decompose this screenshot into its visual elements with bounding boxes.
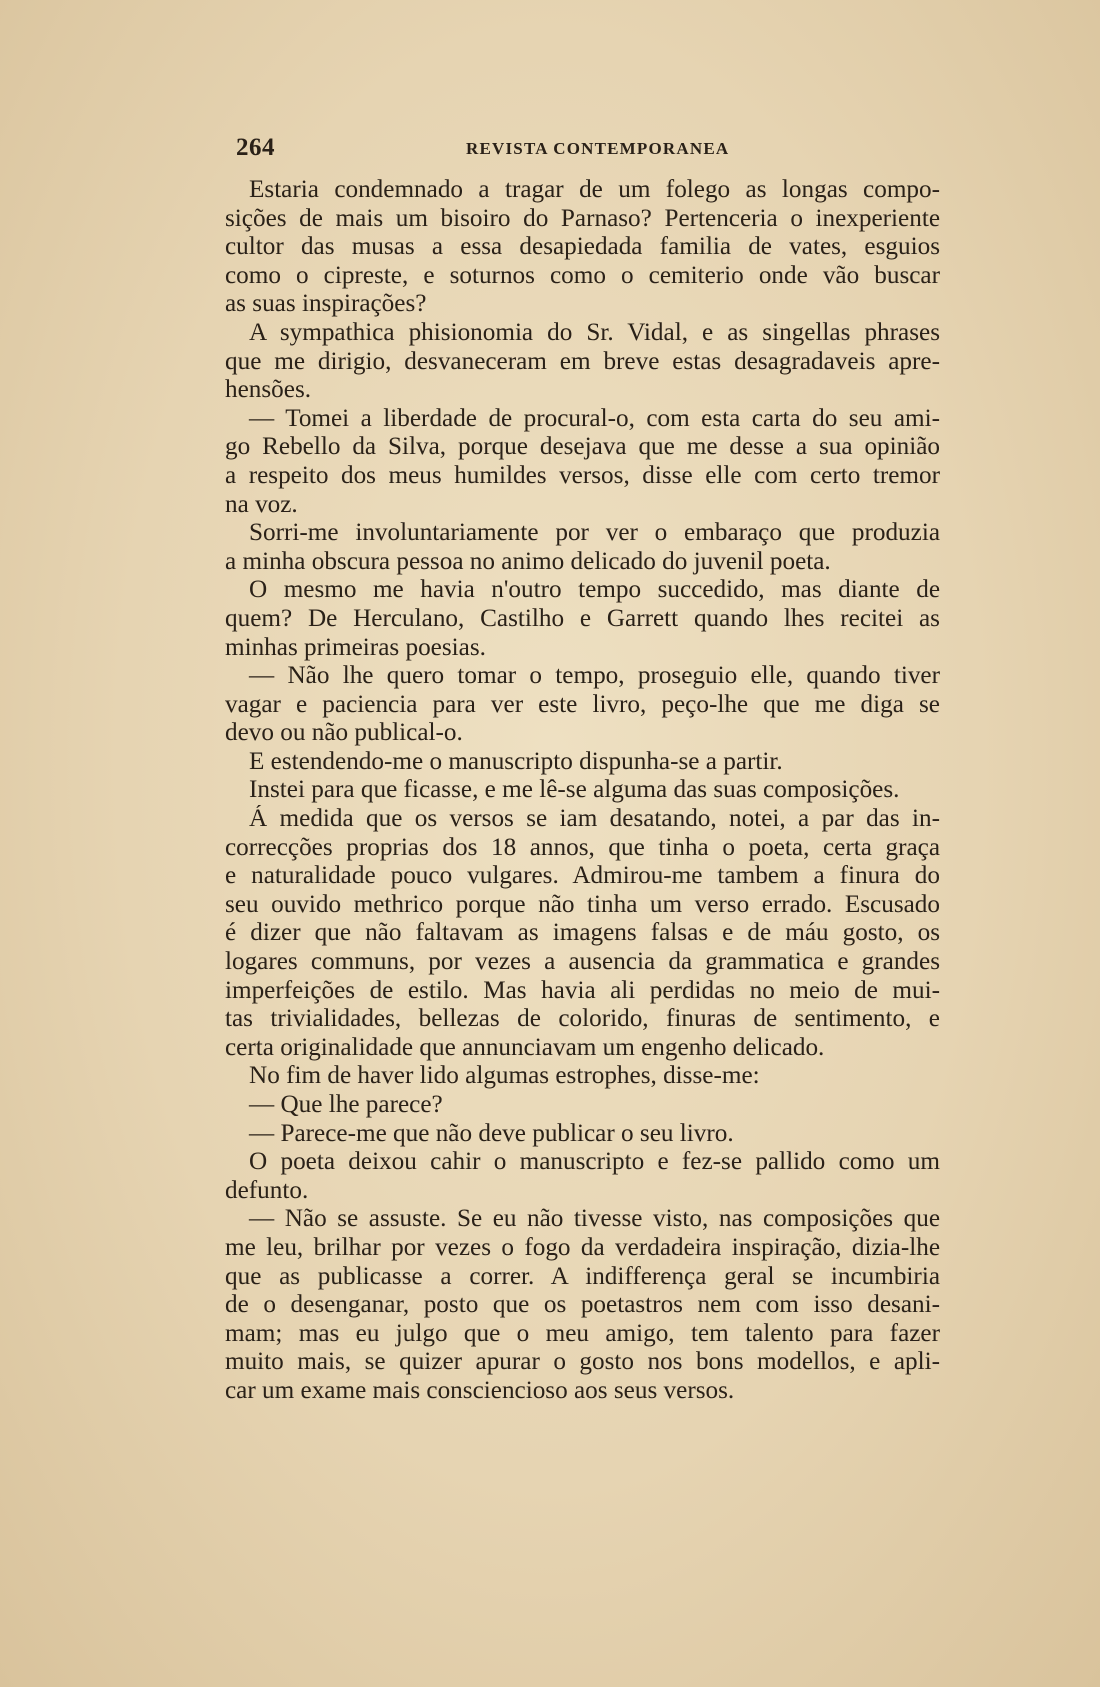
text-line: e naturalidade pouco vulgares. Admirou-me tambem a finura do (225, 862, 940, 890)
text-line: defunto. (225, 1176, 309, 1204)
text-line: Estaria condemnado a tragar de um folego as longas compo- (249, 176, 940, 203)
text-line: go Rebello da Silva, porque desejava que me desse a sua opinião (225, 433, 940, 461)
text-line: a minha obscura pessoa no animo delicado do juvenil poeta. (225, 547, 831, 575)
text-line: — Que lhe parece? (249, 1091, 443, 1118)
text-line: cultor das musas a essa desapiedada familia de vates, esguios (225, 233, 940, 261)
text-line: correcções proprias dos 18 annos, que tinha o poeta, certa graça (225, 833, 940, 861)
text-line: hensões. (225, 376, 312, 404)
text-line: certa originalidade que annunciavam um engenho delicado. (225, 1033, 825, 1061)
text-line: — Tomei a liberdade de procural-o, com esta carta do seu ami- (249, 404, 940, 432)
text-line: Sorri-me involuntariamente por ver o embaraço que produzia (249, 519, 940, 547)
text-line: mam; mas eu julgo que o meu amigo, tem talento para fazer (225, 1319, 940, 1347)
text-line: muito mais, se quizer apurar o gosto nos bons modellos, e apli- (225, 1348, 940, 1376)
text-line: é dizer que não faltavam as imagens falsas e de máu gosto, os (225, 919, 940, 947)
text-line: Á medida que os versos se iam desatando, notei, a par das in- (249, 805, 940, 833)
text-line: que as publicasse a correr. A indifferença geral se incumbiria (225, 1262, 940, 1290)
page-header (236, 134, 948, 164)
text-line: seu ouvido methrico porque não tinha um verso errado. Escusado (225, 890, 940, 918)
text-line: tas trivialidades, bellezas de colorido, finuras de sentimento, e (225, 1005, 940, 1033)
text-line: me leu, brilhar por vezes o fogo da verdadeira inspiração, dizia-lhe (225, 1233, 940, 1261)
running-head: REVISTA CONTEMPORANEA (466, 139, 730, 158)
text-line: sições de mais um bisoiro do Parnaso? Pertenceria o inexperiente (225, 204, 940, 232)
text-line: — Não lhe quero tomar o tempo, proseguio elle, quando tiver (249, 662, 940, 690)
text-line: Instei para que ficasse, e me lê-se alguma das suas composições. (249, 776, 900, 804)
text-line: logares communs, por vezes a ausencia da grammatica e grandes (225, 948, 940, 976)
page-number: 264 (236, 134, 275, 161)
text-line: O mesmo me havia n'outro tempo succedido, mas diante de (249, 576, 940, 604)
text-line: A sympathica phisionomia do Sr. Vidal, e as singellas phrases (249, 318, 940, 346)
text-line: as suas inspirações? (225, 290, 427, 318)
text-line: na voz. (225, 490, 298, 518)
text-line: que me dirigio, desvaneceram em breve estas desagradaveis apre- (225, 347, 940, 375)
text-line: como o cipreste, e soturnos como o cemiterio onde vão buscar (225, 261, 940, 289)
text-line: O poeta deixou cahir o manuscripto e fez-se pallido como um (249, 1148, 940, 1176)
text-line: quem? De Herculano, Castilho e Garrett quando lhes recitei as (225, 604, 940, 632)
text-line: a respeito dos meus humildes versos, disse elle com certo tremor (225, 461, 940, 489)
text-line: minhas primeiras poesias. (225, 633, 486, 661)
text-line: — Não se assuste. Se eu não tivesse visto, nas composições que (249, 1205, 940, 1233)
text-line: — Parece-me que não deve publicar o seu livro. (249, 1119, 734, 1147)
text-line: vagar e paciencia para ver este livro, peço-lhe que me diga se (225, 690, 940, 718)
text-line: No fim de haver lido algumas estrophes, disse-me: (249, 1062, 760, 1090)
text-line: devo ou não publical-o. (225, 719, 463, 747)
text-line: car um exame mais consciencioso aos seus versos. (225, 1376, 735, 1404)
text-line: imperfeições de estilo. Mas havia ali perdidas no meio de mui- (225, 976, 940, 1004)
body-text (225, 176, 940, 1406)
text-line: de o desenganar, posto que os poetastros nem com isso desani- (225, 1291, 940, 1319)
text-line: E estendendo-me o manuscripto dispunha-se a partir. (249, 747, 783, 775)
